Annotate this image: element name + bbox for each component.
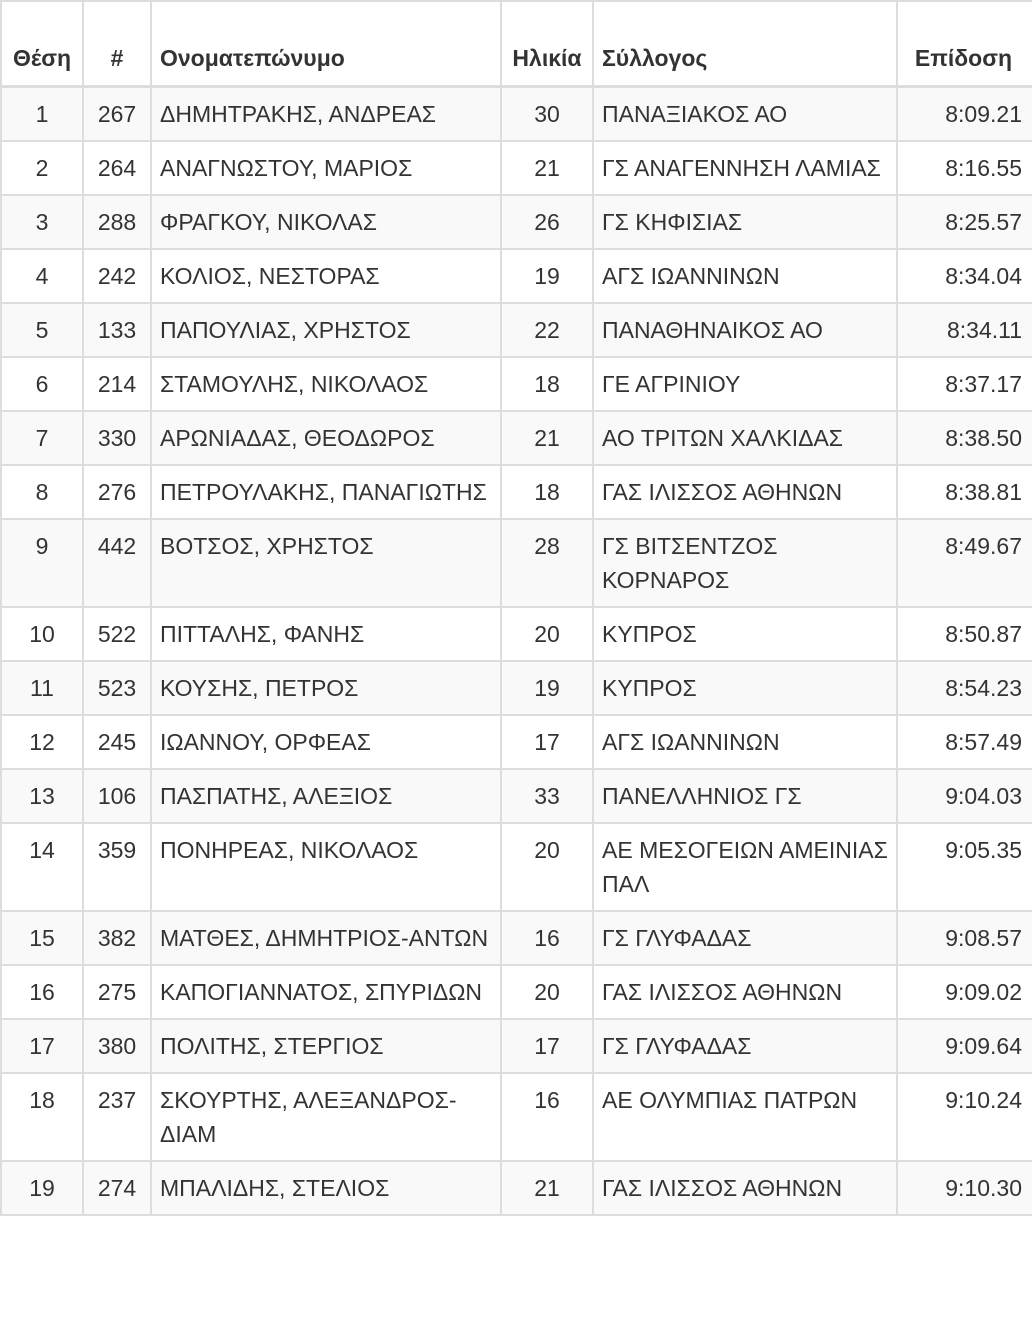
cell-time: 8:50.87 bbox=[897, 607, 1032, 661]
cell-bib: 133 bbox=[83, 303, 151, 357]
cell-position: 16 bbox=[1, 965, 83, 1019]
cell-bib: 106 bbox=[83, 769, 151, 823]
header-row bbox=[1, 1, 1032, 86]
cell-club: ΚΥΠΡΟΣ bbox=[593, 661, 897, 715]
cell-bib: 264 bbox=[83, 141, 151, 195]
cell-bib: 382 bbox=[83, 911, 151, 965]
cell-bib: 288 bbox=[83, 195, 151, 249]
cell-name: ΒΟΤΣΟΣ, ΧΡΗΣΤΟΣ bbox=[151, 519, 501, 607]
table-row bbox=[1, 519, 1032, 607]
table-row bbox=[1, 823, 1032, 911]
cell-bib: 245 bbox=[83, 715, 151, 769]
cell-bib: 276 bbox=[83, 465, 151, 519]
cell-club: ΓΑΣ ΙΛΙΣΣΟΣ ΑΘΗΝΩΝ bbox=[593, 465, 897, 519]
table-row bbox=[1, 769, 1032, 823]
cell-name: ΣΤΑΜΟΥΛΗΣ, ΝΙΚΟΛΑΟΣ bbox=[151, 357, 501, 411]
header-bib[interactable]: # bbox=[83, 1, 151, 86]
cell-position: 3 bbox=[1, 195, 83, 249]
cell-name: ΙΩΑΝΝΟΥ, ΟΡΦΕΑΣ bbox=[151, 715, 501, 769]
cell-bib: 523 bbox=[83, 661, 151, 715]
cell-bib: 274 bbox=[83, 1161, 151, 1215]
cell-position: 1 bbox=[1, 86, 83, 141]
table-row bbox=[1, 715, 1032, 769]
cell-time: 8:54.23 bbox=[897, 661, 1032, 715]
cell-age: 19 bbox=[501, 249, 593, 303]
cell-age: 20 bbox=[501, 607, 593, 661]
table-row bbox=[1, 1073, 1032, 1161]
cell-age: 21 bbox=[501, 141, 593, 195]
table-row bbox=[1, 607, 1032, 661]
cell-name: ΔΗΜΗΤΡΑΚΗΣ, ΑΝΔΡΕΑΣ bbox=[151, 86, 501, 141]
cell-position: 17 bbox=[1, 1019, 83, 1073]
header-position[interactable]: Θέση bbox=[1, 1, 83, 86]
table-row bbox=[1, 965, 1032, 1019]
cell-club: ΠΑΝΕΛΛΗΝΙΟΣ ΓΣ bbox=[593, 769, 897, 823]
header-name[interactable]: Ονοματεπώνυμο bbox=[151, 1, 501, 86]
cell-age: 19 bbox=[501, 661, 593, 715]
table-row bbox=[1, 1161, 1032, 1215]
cell-name: ΚΟΛΙΟΣ, ΝΕΣΤΟΡΑΣ bbox=[151, 249, 501, 303]
cell-position: 8 bbox=[1, 465, 83, 519]
cell-position: 2 bbox=[1, 141, 83, 195]
cell-age: 28 bbox=[501, 519, 593, 607]
table-row bbox=[1, 661, 1032, 715]
cell-club: ΓΣ ΑΝΑΓΕΝΝΗΣΗ ΛΑΜΙΑΣ bbox=[593, 141, 897, 195]
cell-age: 16 bbox=[501, 911, 593, 965]
table-row bbox=[1, 357, 1032, 411]
cell-position: 19 bbox=[1, 1161, 83, 1215]
cell-club: ΓΣ ΒΙΤΣΕΝΤΖΟΣ ΚΟΡΝΑΡΟΣ bbox=[593, 519, 897, 607]
cell-time: 9:10.30 bbox=[897, 1161, 1032, 1215]
cell-time: 8:38.81 bbox=[897, 465, 1032, 519]
cell-age: 17 bbox=[501, 715, 593, 769]
results-table-header bbox=[1, 1, 1032, 86]
cell-bib: 214 bbox=[83, 357, 151, 411]
cell-time: 9:08.57 bbox=[897, 911, 1032, 965]
cell-position: 18 bbox=[1, 1073, 83, 1161]
cell-name: ΠΟΛΙΤΗΣ, ΣΤΕΡΓΙΟΣ bbox=[151, 1019, 501, 1073]
cell-bib: 330 bbox=[83, 411, 151, 465]
cell-time: 8:25.57 bbox=[897, 195, 1032, 249]
cell-bib: 359 bbox=[83, 823, 151, 911]
cell-age: 21 bbox=[501, 411, 593, 465]
cell-age: 17 bbox=[501, 1019, 593, 1073]
cell-time: 8:16.55 bbox=[897, 141, 1032, 195]
cell-name: ΦΡΑΓΚΟΥ, ΝΙΚΟΛΑΣ bbox=[151, 195, 501, 249]
cell-time: 9:05.35 bbox=[897, 823, 1032, 911]
cell-age: 20 bbox=[501, 965, 593, 1019]
table-row bbox=[1, 195, 1032, 249]
cell-club: ΓΑΣ ΙΛΙΣΣΟΣ ΑΘΗΝΩΝ bbox=[593, 965, 897, 1019]
cell-age: 22 bbox=[501, 303, 593, 357]
cell-club: ΓΣ ΓΛΥΦΑΔΑΣ bbox=[593, 911, 897, 965]
cell-name: ΚΟΥΣΗΣ, ΠΕΤΡΟΣ bbox=[151, 661, 501, 715]
cell-name: ΠΟΝΗΡΕΑΣ, ΝΙΚΟΛΑΟΣ bbox=[151, 823, 501, 911]
cell-position: 13 bbox=[1, 769, 83, 823]
cell-name: ΜΠΑΛΙΔΗΣ, ΣΤΕΛΙΟΣ bbox=[151, 1161, 501, 1215]
cell-age: 18 bbox=[501, 465, 593, 519]
table-row bbox=[1, 911, 1032, 965]
cell-name: ΠΙΤΤΑΛΗΣ, ΦΑΝΗΣ bbox=[151, 607, 501, 661]
cell-age: 26 bbox=[501, 195, 593, 249]
header-club[interactable]: Σύλλογος bbox=[593, 1, 897, 86]
cell-position: 12 bbox=[1, 715, 83, 769]
cell-bib: 380 bbox=[83, 1019, 151, 1073]
cell-club: ΑΕ ΜΕΣΟΓΕΙΩΝ ΑΜΕΙΝΙΑΣ ΠΑΛ bbox=[593, 823, 897, 911]
cell-time: 8:34.11 bbox=[897, 303, 1032, 357]
cell-bib: 267 bbox=[83, 86, 151, 141]
cell-age: 21 bbox=[501, 1161, 593, 1215]
cell-position: 14 bbox=[1, 823, 83, 911]
table-row bbox=[1, 465, 1032, 519]
table-row bbox=[1, 141, 1032, 195]
cell-name: ΑΝΑΓΝΩΣΤΟΥ, ΜΑΡΙΟΣ bbox=[151, 141, 501, 195]
header-age[interactable]: Ηλικία bbox=[501, 1, 593, 86]
cell-club: ΠΑΝΑΞΙΑΚΟΣ ΑΟ bbox=[593, 86, 897, 141]
cell-time: 8:34.04 bbox=[897, 249, 1032, 303]
cell-bib: 275 bbox=[83, 965, 151, 1019]
cell-name: ΑΡΩΝΙΑΔΑΣ, ΘΕΟΔΩΡΟΣ bbox=[151, 411, 501, 465]
cell-age: 16 bbox=[501, 1073, 593, 1161]
cell-name: ΣΚΟΥΡΤΗΣ, ΑΛΕΞΑΝΔΡΟΣ-ΔΙΑΜ bbox=[151, 1073, 501, 1161]
cell-club: ΠΑΝΑΘΗΝΑΙΚΟΣ ΑΟ bbox=[593, 303, 897, 357]
table-row bbox=[1, 303, 1032, 357]
cell-position: 7 bbox=[1, 411, 83, 465]
table-row bbox=[1, 1019, 1032, 1073]
header-time[interactable]: Επίδοση bbox=[897, 1, 1032, 86]
cell-club: ΑΓΣ ΙΩΑΝΝΙΝΩΝ bbox=[593, 715, 897, 769]
cell-age: 30 bbox=[501, 86, 593, 141]
cell-position: 15 bbox=[1, 911, 83, 965]
cell-position: 9 bbox=[1, 519, 83, 607]
cell-name: ΚΑΠΟΓΙΑΝΝΑΤΟΣ, ΣΠΥΡΙΔΩΝ bbox=[151, 965, 501, 1019]
cell-name: ΠΑΣΠΑΤΗΣ, ΑΛΕΞΙΟΣ bbox=[151, 769, 501, 823]
cell-time: 8:57.49 bbox=[897, 715, 1032, 769]
cell-age: 20 bbox=[501, 823, 593, 911]
cell-name: ΠΑΠΟΥΛΙΑΣ, ΧΡΗΣΤΟΣ bbox=[151, 303, 501, 357]
cell-club: ΑΟ ΤΡΙΤΩΝ ΧΑΛΚΙΔΑΣ bbox=[593, 411, 897, 465]
cell-position: 6 bbox=[1, 357, 83, 411]
cell-club: ΚΥΠΡΟΣ bbox=[593, 607, 897, 661]
cell-club: ΑΓΣ ΙΩΑΝΝΙΝΩΝ bbox=[593, 249, 897, 303]
cell-time: 8:09.21 bbox=[897, 86, 1032, 141]
cell-position: 5 bbox=[1, 303, 83, 357]
cell-club: ΓΕ ΑΓΡΙΝΙΟΥ bbox=[593, 357, 897, 411]
table-row bbox=[1, 249, 1032, 303]
cell-time: 9:09.64 bbox=[897, 1019, 1032, 1073]
table-row bbox=[1, 86, 1032, 141]
cell-bib: 522 bbox=[83, 607, 151, 661]
cell-position: 10 bbox=[1, 607, 83, 661]
cell-time: 9:04.03 bbox=[897, 769, 1032, 823]
cell-club: ΑΕ ΟΛΥΜΠΙΑΣ ΠΑΤΡΩΝ bbox=[593, 1073, 897, 1161]
cell-name: ΠΕΤΡΟΥΛΑΚΗΣ, ΠΑΝΑΓΙΩΤΗΣ bbox=[151, 465, 501, 519]
cell-club: ΓΣ ΚΗΦΙΣΙΑΣ bbox=[593, 195, 897, 249]
cell-position: 11 bbox=[1, 661, 83, 715]
cell-club: ΓΑΣ ΙΛΙΣΣΟΣ ΑΘΗΝΩΝ bbox=[593, 1161, 897, 1215]
cell-time: 8:38.50 bbox=[897, 411, 1032, 465]
cell-bib: 442 bbox=[83, 519, 151, 607]
table-row bbox=[1, 411, 1032, 465]
cell-club: ΓΣ ΓΛΥΦΑΔΑΣ bbox=[593, 1019, 897, 1073]
cell-bib: 242 bbox=[83, 249, 151, 303]
cell-time: 8:49.67 bbox=[897, 519, 1032, 607]
cell-name: ΜΑΤΘΕΣ, ΔΗΜΗΤΡΙΟΣ-ΑΝΤΩΝ bbox=[151, 911, 501, 965]
cell-time: 8:37.17 bbox=[897, 357, 1032, 411]
results-table-body bbox=[1, 86, 1032, 1215]
cell-position: 4 bbox=[1, 249, 83, 303]
cell-time: 9:09.02 bbox=[897, 965, 1032, 1019]
cell-bib: 237 bbox=[83, 1073, 151, 1161]
cell-time: 9:10.24 bbox=[897, 1073, 1032, 1161]
cell-age: 33 bbox=[501, 769, 593, 823]
cell-age: 18 bbox=[501, 357, 593, 411]
